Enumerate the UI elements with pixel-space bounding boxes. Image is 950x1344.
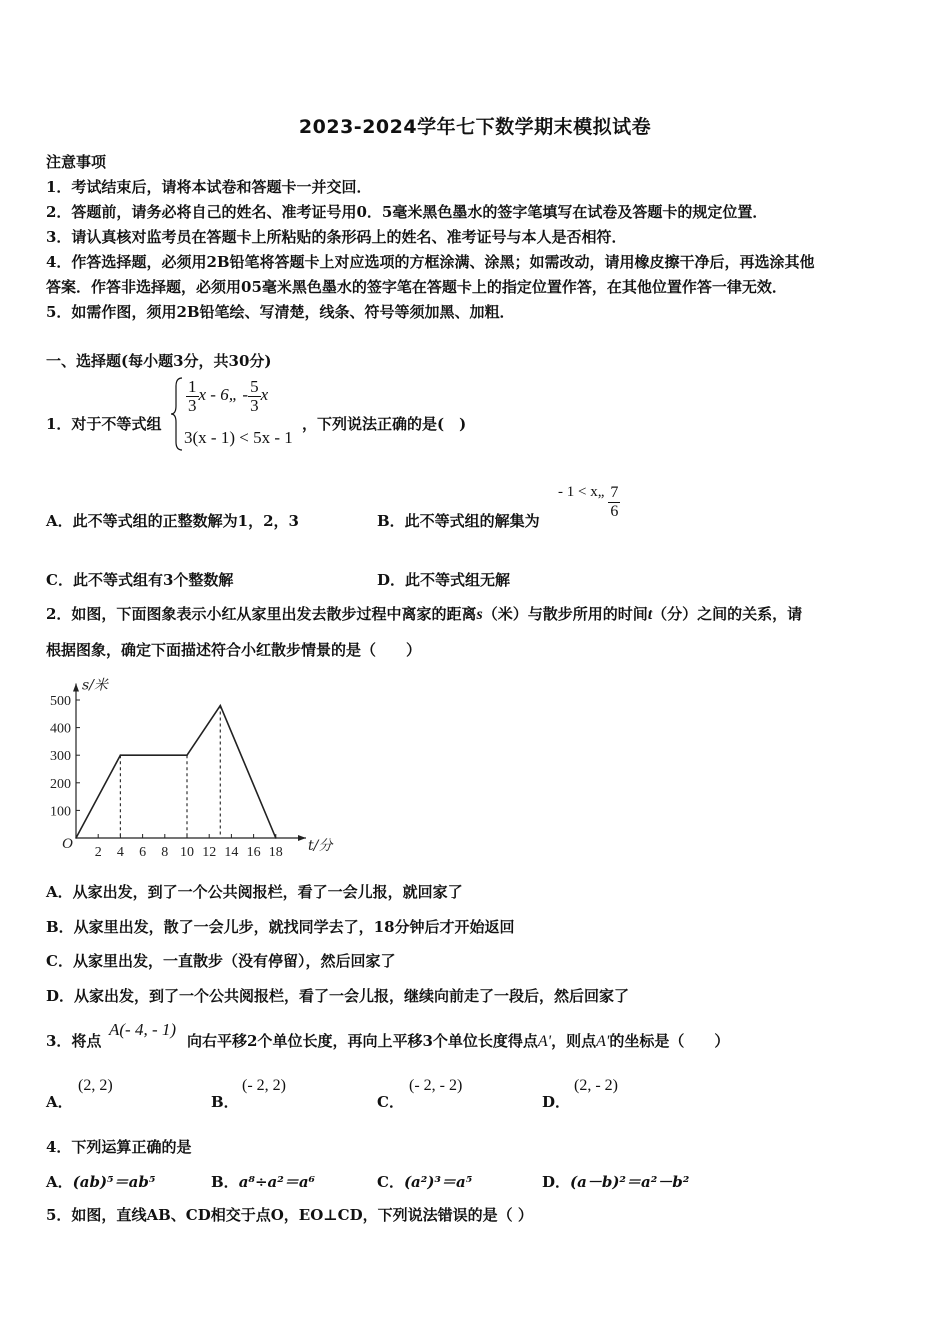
q4-option-b-label: B． [211, 1173, 239, 1191]
q1-option-b-math-pre: - 1 < x„ [558, 484, 605, 500]
notice-item-4: 4．作答选择题，必须用2B铅笔将答题卡上对应选项的方框涂满、涂黑；如需改动，请用橡皮擦干净后，再选涂其他 [46, 253, 815, 271]
q3-option-d-value: (2, - 2) [574, 1077, 618, 1094]
q2-distance-time-chart [40, 666, 340, 864]
q1-option-d[interactable]: D．此不等式组无解 [377, 571, 511, 589]
q2-option-d[interactable]: D．从家出发，到了一个公共阅报栏，看了一会儿报，继续向前走了一段后，然后回家了 [46, 987, 630, 1005]
notice-item-4-cont: 答案．作答非选择题，必须用05毫米黑色墨水的签字笔在答题卡上的指定位置作答，在其他位置作答一律无效． [46, 278, 787, 296]
q2-var-s: s [476, 606, 483, 623]
section-heading: 一、选择题(每小题3分，共30分) [46, 352, 272, 370]
q1-eq1-end: x [260, 385, 269, 405]
q2-line1-b: （米）与散步所用的时间 [482, 605, 648, 623]
x-tick-label-2: 2 [94, 845, 102, 860]
q2-option-a[interactable]: A．从家出发，到了一个公共阅报栏，看了一会儿报，就回家了 [46, 883, 463, 901]
series-line-s [76, 706, 276, 838]
q3-prefix: 3．将点 [46, 1032, 102, 1050]
q3-option-b-label[interactable]: B． [211, 1093, 239, 1111]
q3-ap2: A' [596, 1033, 610, 1050]
q1-prefix: 1．对于不等式组 [46, 415, 162, 433]
q4-option-b[interactable] [211, 1171, 315, 1192]
x-tick-label-16: 16 [246, 845, 261, 860]
x-tick-label-14: 14 [224, 845, 239, 860]
q1-option-b-num: 7 [610, 484, 619, 501]
q1-f2-num: 5 [250, 377, 259, 396]
q4-option-c-expr: (a²)³＝a⁵ [403, 1173, 473, 1191]
chart-series [75, 705, 276, 839]
q3-text [187, 1031, 729, 1052]
exam-title: 2023-2024学年七下数学期末模拟试卷 [298, 116, 652, 138]
q4-option-a[interactable] [46, 1171, 155, 1192]
q1-f1-den: 3 [188, 396, 197, 415]
q3-ap1: A' [537, 1033, 552, 1050]
q1-option-a[interactable]: A．此不等式组的正整数解为1，2，3 [46, 512, 299, 530]
q3-text3: 的坐标是（ ） [609, 1032, 730, 1050]
q4-stem: 4．下列运算正确的是 [46, 1138, 192, 1156]
notice-item-2: 2．答题前，请务必将自己的姓名、准考证号用0．5毫米黑色墨水的签字笔填写在试卷及答题卡的规定位置． [46, 203, 768, 221]
series-point-4 [120, 754, 122, 756]
q1-suffix: ，下列说法正确的是( ) [302, 415, 467, 433]
q2-line1 [46, 604, 802, 625]
x-tick-label-6: 6 [139, 845, 147, 860]
chart-dashed-lines [120, 706, 220, 838]
q4-option-c-label: C． [377, 1173, 404, 1191]
x-axis-arrow-icon [298, 835, 306, 841]
y-tick-label-400: 400 [50, 721, 71, 737]
q3-text2: ，则点 [551, 1032, 597, 1050]
series-point-13 [220, 705, 222, 707]
q1-f1-num: 1 [188, 377, 197, 396]
q5-stem: 5．如图，直线AB、CD相交于点O，EO⊥CD，下列说法错误的是（ ） [46, 1206, 533, 1224]
q1-option-b-den: 6 [610, 503, 619, 520]
y-tick-label-100: 100 [50, 804, 71, 820]
notice-item-5: 5．如需作图，须用2B铅笔绘、写清楚，线条、符号等须加黑、加粗． [46, 303, 515, 321]
q2-line1-a: 2．如图，下面图象表示小红从家里出发去散步过程中离家的距离 [46, 605, 477, 623]
q4-option-d[interactable] [542, 1171, 689, 1192]
q1-option-b-text: B．此不等式组的解集为 [377, 512, 540, 530]
x-tick-label-12: 12 [202, 845, 217, 860]
notice-item-3: 3．请认真核对监考员在答题卡上所粘贴的条形码上的姓名、准考证号与本人是否相符． [46, 228, 627, 246]
q1-brace-icon [170, 376, 184, 452]
chart-axes [73, 683, 306, 841]
q4-option-b-expr: a⁸÷a²＝a⁶ [238, 1173, 316, 1191]
y-tick-label-500: 500 [50, 694, 71, 709]
q4-option-c[interactable] [377, 1171, 472, 1192]
chart-labels [50, 677, 334, 860]
q1-option-b-math [558, 484, 620, 521]
q1-f2-den: 3 [250, 396, 259, 415]
q1-eq2: 3(x - 1) < 5x - 1 [184, 428, 293, 447]
q3-point: A(- 4, - 1) [109, 1020, 177, 1039]
q1-option-b[interactable] [377, 510, 540, 531]
y-axis-label: s/米 [82, 677, 108, 694]
q3-option-c-label[interactable]: C． [377, 1093, 404, 1111]
q1-option-c[interactable]: C．此不等式组有3个整数解 [46, 571, 234, 589]
series-point-10 [186, 754, 188, 756]
series-point-0 [75, 837, 77, 839]
y-tick-label-200: 200 [50, 776, 71, 792]
q3-text1: 向右平移2个单位长度，再向上平移3个单位长度得点 [187, 1032, 538, 1050]
notice-heading: 注意事项 [46, 153, 107, 171]
q3-option-a-label[interactable]: A． [46, 1093, 73, 1111]
x-tick-label-8: 8 [161, 845, 169, 860]
q1-eq1-mid: x - 6„ - [198, 385, 249, 405]
notice-item-1: 1．考试结束后，请将本试卷和答题卡一并交回． [46, 178, 372, 196]
x-tick-label-18: 18 [268, 845, 283, 860]
q4-option-d-expr: (a－b)²＝a²－b² [570, 1173, 690, 1191]
q4-option-a-expr: (ab)⁵＝ab⁵ [72, 1173, 156, 1191]
q2-var-t: t [647, 606, 653, 623]
q3-option-d-label[interactable]: D． [542, 1093, 571, 1111]
q2-line1-c: （分）之间的关系，请 [652, 605, 803, 623]
q2-line2: 根据图象，确定下面描述符合小红散步情景的是（ ） [46, 641, 422, 659]
q4-option-a-label: A． [46, 1173, 73, 1191]
x-axis-label: t/分 [308, 838, 333, 854]
q2-option-b[interactable]: B．从家里出发，散了一会儿步，就找同学去了，18分钟后才开始返回 [46, 918, 515, 936]
y-tick-label-300: 300 [50, 749, 71, 765]
q3-option-c-value: (- 2, - 2) [409, 1077, 463, 1094]
q1-eq1 [186, 378, 268, 415]
x-tick-label-4: 4 [116, 845, 124, 860]
y-axis-arrow-icon [73, 683, 79, 691]
q3-option-b-value: (- 2, 2) [242, 1077, 286, 1094]
q4-option-d-label: D． [542, 1173, 571, 1191]
series-point-18 [275, 837, 277, 839]
q3-option-a-value: (2, 2) [78, 1077, 113, 1094]
x-tick-label-10: 10 [180, 845, 194, 860]
q2-option-c[interactable]: C．从家里出发，一直散步（没有停留），然后回家了 [46, 952, 396, 970]
origin-label: O [62, 836, 73, 852]
